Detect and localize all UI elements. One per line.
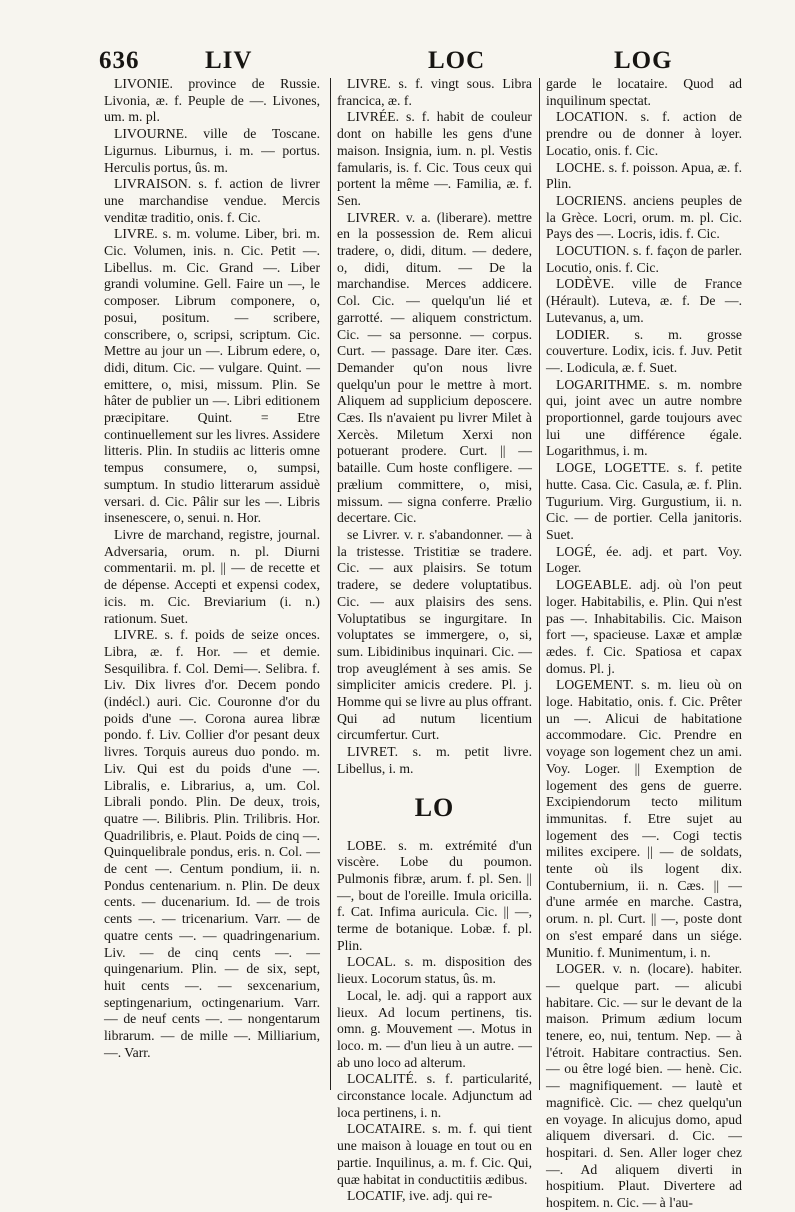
entry-logarithme: LOGARITHME. s. m. nombre qui, joint avec un autre nombre proportionnel, garde toujours avec lui une différence égale. Logarithmus, i. m. (546, 376, 742, 459)
entry-location: LOCATION. s. f. action de prendre ou de donner à loyer. Locatio, onis. f. Cic. (546, 109, 742, 158)
column-divider (330, 78, 331, 1090)
column-center (337, 76, 532, 1204)
entry-livre-marchand: Livre de marchand, registre, journal. Adversaria, orum. n. pl. Diurni commentarii. m. pl. || — de recette et de dépense. Accepti et expensi codex, icis. m. Cic. Breviarium (i. n.) rationum. Suet. (104, 526, 320, 626)
entry-livree: LIVRÉE. s. f. habit de couleur dont on habille les gens d'une maison. Insignia, ium. n. pl. Vestis famularis, is. f. Cic. Tous ceux qui portent la même —. Familia, æ. f. Sen. (337, 109, 532, 208)
entry-lobe: LOBE. s. m. extrémité d'un viscère. Lobe du poumon. Pulmonis fibræ, arum. f. pl. Sen. || —, bout de l'oreille. Imula oricilla. f. Cat. Infima auriculа. Cic. || —, terme de botanique. Lobæ. f. pl. Plin. (337, 837, 532, 953)
entry-locatif: LOCATIF, ive. adj. qui re- (347, 1188, 493, 1204)
entry-local-noun: LOCAL. s. m. disposition des lieux. Locorum status, ûs. m. (337, 954, 532, 987)
entry-locataire: LOCATAIRE. s. m. f. qui tient une maison à louage en tout ou en partie. Inquilinus, a. m. f. Cic. Qui, quæ habitat in conductitiis ædibus. (337, 1121, 532, 1187)
entry-lodeve: LODÈVE. ville de France (Hérault). Luteva, æ. f. De —. Lutevanus, a, um. (546, 276, 742, 325)
entry-livre-poids: LIVRE. s. f. poids de seize onces. Libra, æ. f. Hor. — et demie. Sesquilibra. f. Col. Demi—. Selibra. f. Liv. Dix livres d'or. Decem pondo (indécl.) auri. Cic. Couronne d'or du poids d'une —. Corona aurea libræ pondo. f. Liv. Collier d'or pesant deux livres. Torquis aureus duo pondo. m. Liv. Qui est du poids d'une —. Libralis, e. Librarius, a, um. Col. Librali pondo. Plin. De deux, trois, quatre —. Bilibris. Plin. Trilibris. Hor. Quadrilibris, e. Plaut. Poids de cinq —. Quinquelibrale pondus, eris. n. Col. — de cent —. Centum pondium, ii. n. Pondus centenarium. n. Plin. De deux cents. — ducenarium. Id. — de trois cents —. — tricenarium. Varr. — de quatre cents —. — quadringenarium. Liv. — de cinq cents —. — quingenarium. Plin. — de six, sept, huit cents —. — sexcenarium, septingenarium, octingenarium. Varr. — de neuf cents —. — nongentarum librarum. — de mille —. Milliarium, —. Varr. (104, 627, 320, 1060)
entry-localite: LOCALITÉ. s. f. particularité, circonstance locale. Adjunctum ad loca pertinens, i. n. (337, 1071, 532, 1120)
header-right-guideword: LOG (614, 47, 673, 74)
entry-loche: LOCHE. s. f. poisson. Apua, æ. f. Plin. (546, 159, 742, 192)
entry-locution: LOCUTION. s. f. façon de parler. Locutio, onis. f. Cic. (546, 243, 742, 275)
entry-livre-vingt-sous: LIVRE. s. f. vingt sous. Libra francica, æ. f. (337, 76, 532, 108)
entry-logeable: LOGEABLE. adj. où l'on peut loger. Habitabilis, e. Plin. Qui n'est pas —. Inhabitabilis. Cic. Maison fort —, spacieuse. Laxæ et amplæ ædes. f. Cic. Spatiosa et capax domus. Pl. j. (546, 577, 742, 676)
column-divider (539, 78, 540, 1090)
entry-loge: LOGE, LOGETTE. s. f. petite hutte. Casa. Cic. Casula, æ. f. Plin. Tugurium. Virg. Gurgustium, ii. n. Cic. — de portier. Cella janitoris. Suet. (546, 460, 742, 542)
entry-loge-adj: LOGÉ, ée. adj. et part. Voy. Loger. (546, 543, 742, 576)
entry-livre-volume: LIVRE. s. m. volume. Liber, bri. m. Cic. Volumen, inis. n. Cic. Petit —. Libellus. m. Cic. Grand —. Liber grandi voluminе. Gell. Faire un —, le composer. Librum componere, o, posui, positum. — scribere, conscribere, o, scripsi, scriptum. Cic. Mettre au jour un —. Librum edere, o, didi, ditum. Cic. — vulgare. Quint. — emittere, o, misi, missum. Plin. Se hâter de publier un —. Libri editionem præcipitare. Quint. = Etre continuellement sur les livres. Assidere litteris. Plin. In studiis ac litteris omne tempus consumere, o, sumpsi, sumptum. In studio litterarum assiduè versari. d. Cic. Pâlir sur les —. Libris insenescere, o, senui. n. Hor. (104, 226, 320, 526)
header-left-guideword: LIV (205, 47, 253, 74)
entry-se-livrer: se Livrer. v. r. s'abandonner. — à la tristesse. Tristitiæ se tradere. Cic. — aux plaisirs. Se totum tradere, se dedere voluptatibus. Cic. — aux plaisirs des sens. Voluptatibus se ingurgitare. In voluptates se immergere, o, si, sum. Libidinibus inquinari. Cic. — trop aveuglément à ses amis. Se simpliciter amicis credere. Pl. j. Homme qui se livre au plus offrant. Qui ad nutum licentium circumfertur. Curt. (337, 526, 532, 743)
entry-livonie: LIVONIE. province de Russie. Livonia, æ. f. Peuple de —. Livones, um. m. pl. (104, 76, 320, 125)
entry-livraison: LIVRAISON. s. f. action de livrer une marchandise vendue. Mercis venditæ traditio, onis. f. Cic. (104, 176, 320, 225)
entry-loger: LOGER. v. n. (locare). habiter. — quelque part. — alicubi habitare. Cic. — sur le devant de la maison. Primum ædium locum tenere, eo, nui, tentum. Nep. — à l'étroit. Habitare contractius. Sen. — ou être logé bien. — henè. Cic. — magnifiquement. — lautè et magnificè. Cic. — chez quelqu'un en voyage. In alicujus domo, apud aliquem diversari. d. Cic. — hospitari. d. Sen. Aller loger chez —. Ad aliquem diverti in hospitium. Plaut. Divertere ad hospitem. n. Cic. — à l'au- (546, 961, 742, 1211)
entry-locriens: LOCRIENS. anciens peuples de la Grèce. Locri, orum. m. pl. Cic. Pays des —. Locris, idis. f. Cic. (546, 192, 742, 242)
column-left (104, 76, 320, 1116)
page-number: 636 (99, 47, 140, 74)
entry-livret: LIVRET. s. m. petit livre. Libellus, i. m. (337, 744, 532, 776)
entry-livourne: LIVOURNE. ville de Toscane. Ligurnus. Liburnus, i. m. — portus. Herculis portus, ûs. m. (104, 126, 320, 175)
header-center-guideword: LOC (428, 47, 486, 74)
section-heading: LO (414, 792, 455, 822)
entry-lodier: LODIER. s. m. grosse couverture. Lodix, icis. f. Juv. Petit —. Lodicula, æ. f. Suet. (546, 326, 742, 375)
column-right (546, 76, 742, 1211)
entry-local-adj: Local, le. adj. qui a rapport aux lieux. Ad locum pertinens, tis. omn. g. Mouvement —. Motus in loco. m. — d'un lieu à un autre. — ab uno loco ad alterum. (337, 987, 532, 1070)
entry-logement: LOGEMENT. s. m. lieu où on loge. Habitatio, onis. f. Cic. Prêter un —. Alicui de habitatione accommodare. Cic. Prendre en voyage son logement chez un ami. Voy. Loger. || Exemption de logement des gens de guerre. Excipiendorum tecto militum immunitas. f. Etre sujet au logement des —. Cogi tectis milites excipere. || — de soldats, tente où ils logent dix. Contubernium, ii. n. Cæs. || — d'une armée en marche. Castra, orum. n. pl. Curt. || —, poste dont on s'est emparé dans un siége. Munitio. f. Munimentum, i. n. (546, 677, 742, 960)
running-header (0, 0, 795, 72)
entry-livrer: LIVRER. v. a. (liberare). mettre en la possession de. Rem alicui tradere, o, didi, ditum. — dedere, o, didi, ditum. — De la marchandise. Merces addicere. Col. Cic. — quelqu'un lié et garrotté. — aliquem constrictum. Cic. — sa personne. — corpus. Curt. — passage. Dare iter. Cæs. Demander qu'on nous livre quelqu'un pour le mettre à mort. Aliquem ad supplicium deposcere. Cæs. Ils n'avaient pu livrer Milet à Xercès. Miletum Xerxi non potuerant prodere. Curt. || — bataille. Cum hoste confligere. — prælium committere, o, misi, missum. — signa conferre. Prælio decertare. Cic. (337, 209, 532, 526)
entry-locatif-continued: garde le locataire. Quod ad inquilinum spectat. (546, 76, 742, 108)
